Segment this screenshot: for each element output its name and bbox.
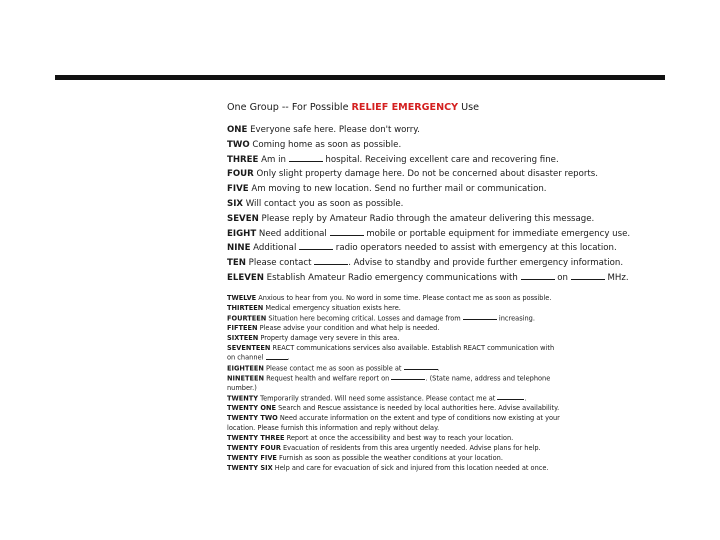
fill-in-blank	[391, 374, 425, 380]
message-number: NINETEEN	[227, 374, 265, 383]
small-message-row	[227, 434, 672, 444]
message-number: SIX	[227, 198, 244, 209]
message-number: TWENTY FOUR	[227, 443, 281, 452]
message-text: Am moving to new location. Send no further mail or communication.	[248, 184, 547, 195]
fill-in-blank	[289, 154, 323, 162]
message-number: TWENTY SIX	[227, 463, 273, 472]
message-text: Need additional	[256, 228, 330, 239]
small-message-row	[227, 374, 672, 384]
secondary-message-list	[227, 294, 672, 474]
message-number: FOURTEEN	[227, 313, 267, 322]
message-text: Situation here becoming critical. Losses and damage from	[266, 313, 463, 322]
small-message-row	[227, 414, 672, 424]
message-text: Please contact me as soon as possible at	[263, 363, 404, 372]
message-text: Furnish as soon as possible the weather conditions at your location.	[276, 453, 503, 462]
title-highlight: RELIEF EMERGENCY	[351, 102, 459, 113]
message-text: Please reply by Amateur Radio through the amateur delivering this message.	[258, 213, 595, 224]
small-message-row	[227, 344, 672, 354]
message-text: .	[437, 363, 440, 372]
primary-message-list	[227, 123, 672, 286]
fill-in-blank	[266, 353, 288, 359]
message-text: Anxious to hear from you. No word in some time. Please contact me as soon as possible.	[256, 293, 552, 302]
message-number: SEVEN	[227, 213, 259, 224]
message-text: on	[554, 272, 571, 283]
message-number: TWENTY TWO	[227, 413, 278, 422]
message-text: Property damage very severe in this area.	[258, 333, 400, 342]
message-number: EIGHTEEN	[227, 363, 264, 372]
message-number: SIXTEEN	[227, 333, 259, 342]
fill-in-blank	[314, 257, 348, 265]
message-text: mobile or portable equipment for immediate emergency use.	[363, 228, 631, 239]
message-text: REACT communications services also available. Establish REACT communication with	[270, 343, 555, 352]
fill-in-blank	[571, 272, 605, 280]
message-text: Am in	[258, 154, 289, 165]
message-number: TWENTY THREE	[227, 433, 285, 442]
message-number: EIGHT	[227, 228, 257, 239]
message-text: Medical emergency situation exists here.	[263, 303, 401, 312]
message-number: FIVE	[227, 184, 249, 195]
message-text: Temporarily stranded. Will need some assistance. Please contact me at	[258, 394, 498, 403]
message-number: SEVENTEEN	[227, 343, 271, 352]
small-message-row	[227, 404, 672, 414]
message-number: THREE	[227, 154, 259, 165]
fill-in-blank	[463, 314, 497, 320]
message-number: TWENTY ONE	[227, 404, 276, 413]
message-text: location. Please furnish this information and reply without delay.	[227, 423, 440, 432]
message-row	[227, 197, 672, 212]
message-row	[227, 212, 672, 227]
message-text: hospital. Receiving excellent care and recovering fine.	[322, 154, 559, 165]
message-text: Evacuation of residents from this area urgently needed. Advise plans for help.	[280, 443, 541, 452]
message-number: TWENTY	[227, 394, 259, 403]
message-text: Coming home as soon as possible.	[249, 139, 402, 150]
message-text: Only slight property damage here. Do not be concerned about disaster reports.	[253, 169, 598, 180]
message-row	[227, 256, 672, 271]
message-text: increasing.	[496, 313, 535, 322]
message-text: number.)	[227, 383, 257, 392]
message-number: ONE	[227, 125, 248, 135]
fill-in-blank	[404, 364, 438, 370]
message-text: Additional	[250, 243, 300, 254]
message-text: Everyone safe here. Please don't worry.	[247, 125, 420, 135]
small-message-row	[227, 324, 672, 334]
small-message-row	[227, 353, 672, 363]
fill-in-blank	[299, 243, 333, 251]
message-number: TWO	[227, 139, 250, 150]
message-text: Help and care for evacuation of sick and injured from this location needed at once.	[272, 463, 549, 472]
message-number: TWENTY FIVE	[227, 453, 277, 462]
small-message-row	[227, 364, 672, 374]
message-row	[227, 271, 672, 286]
message-text: .	[524, 394, 527, 403]
small-message-row	[227, 454, 672, 464]
small-message-row	[227, 314, 672, 324]
message-number: ELEVEN	[227, 272, 264, 283]
message-text: Report at once the accessibility and best way to reach your location.	[284, 433, 514, 442]
message-row	[227, 227, 672, 242]
small-message-row	[227, 464, 672, 474]
small-message-row	[227, 444, 672, 454]
small-message-row	[227, 394, 672, 404]
message-number: FOUR	[227, 169, 254, 180]
message-text: .	[287, 353, 290, 362]
message-text: . (State name, address and telephone	[425, 374, 551, 383]
message-text: MHz.	[604, 272, 629, 283]
message-document	[227, 101, 672, 473]
top-divider-rule	[55, 75, 665, 80]
fill-in-blank	[497, 394, 527, 403]
message-row	[227, 182, 672, 197]
fill-in-blank	[521, 272, 555, 280]
small-message-row	[227, 424, 672, 434]
message-text: Need accurate information on the extent and type of conditions now existing at your	[277, 413, 560, 422]
message-text: on channel	[227, 353, 266, 362]
message-text: Request health and welfare report on	[264, 374, 392, 383]
message-text: Establish Amateur Radio emergency communications with	[263, 272, 521, 283]
message-text: Please advise your condition and what help is needed.	[257, 323, 440, 332]
message-number: THIRTEEN	[227, 303, 264, 312]
message-row	[227, 153, 672, 168]
small-message-row	[227, 334, 672, 344]
message-number: TWELVE	[227, 293, 257, 302]
title-prefix: One Group -- For Possible	[227, 102, 352, 113]
message-row	[227, 123, 672, 138]
message-number: NINE	[227, 243, 251, 254]
small-message-row	[227, 304, 672, 314]
message-row	[227, 241, 672, 256]
message-number: TEN	[227, 258, 246, 269]
fill-in-blank	[330, 228, 364, 236]
title-suffix: Use	[458, 102, 480, 113]
message-text: Will contact you as soon as possible.	[243, 198, 404, 209]
document-title	[227, 101, 672, 115]
message-text: Search and Rescue assistance is needed by local authorities here. Advise availability.	[276, 404, 560, 413]
message-row	[227, 167, 672, 182]
message-text: Please contact	[245, 258, 315, 269]
message-row	[227, 138, 672, 153]
small-message-row	[227, 384, 672, 394]
small-message-row	[227, 294, 672, 304]
message-text: radio operators needed to assist with emergency at this location.	[333, 243, 617, 254]
message-number: FIFTEEN	[227, 323, 258, 332]
message-text: . Advise to standby and provide further emergency information.	[348, 258, 624, 269]
